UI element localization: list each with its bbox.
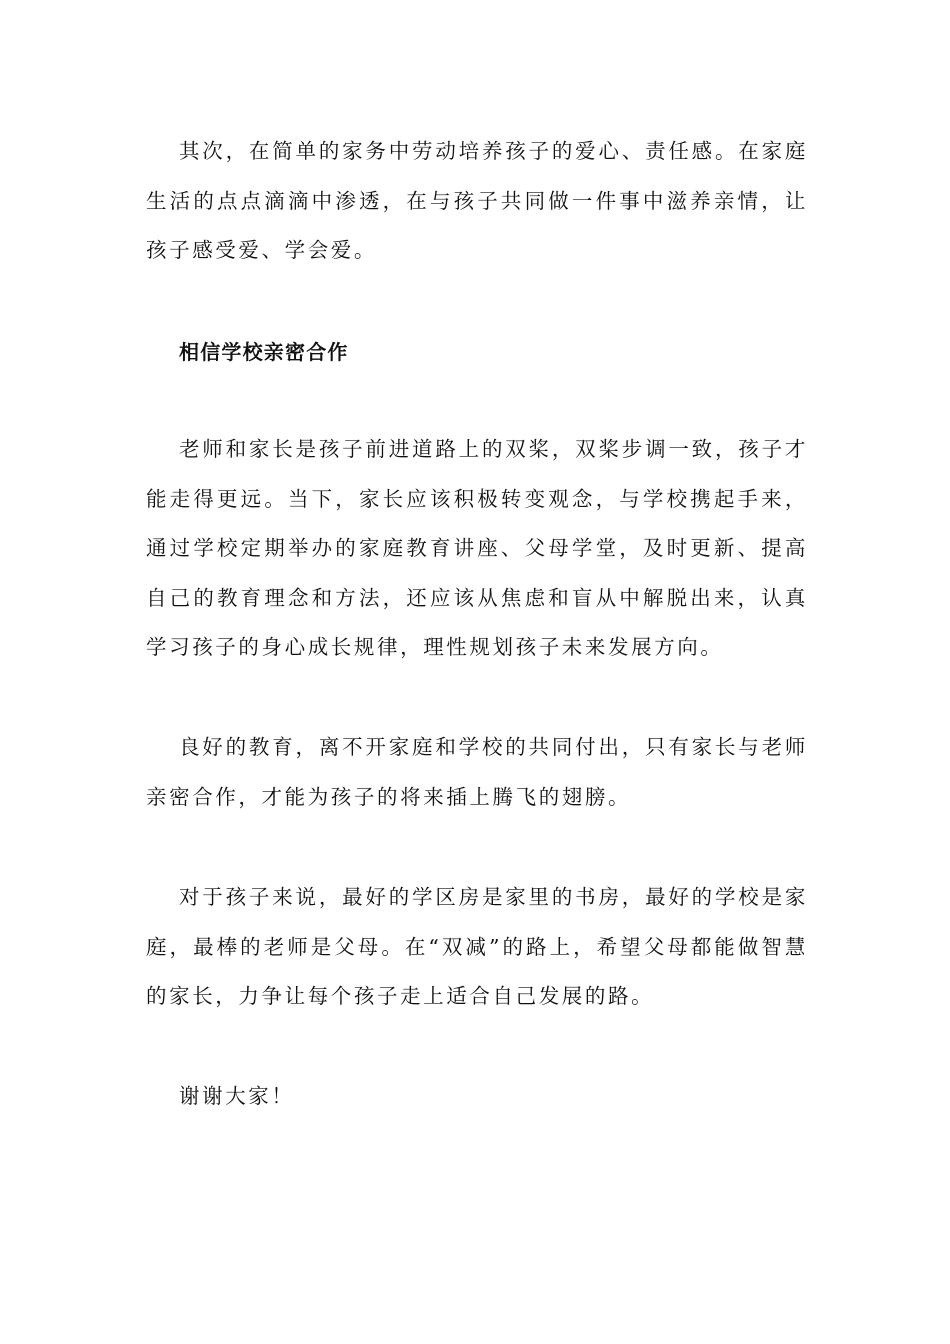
closing-thanks: 谢谢大家！ xyxy=(179,1084,295,1108)
paragraph-chores: 其次，在简单的家务中劳动培养孩子的爱心、责任感。在家庭生活的点点滴滴中渗透，在与孩子共同做一件事中滋养亲情，让孩子感受爱、学会爱。 xyxy=(146,139,808,262)
paragraph-conclusion: 对于孩子来说，最好的学区房是家里的书房，最好的学校是家庭，最棒的老师是父母。在“双减”的路上，希望父母都能做智慧的家长，力争让每个孩子走上适合自己发展的路。 xyxy=(146,885,808,1008)
section-heading: 相信学校亲密合作 xyxy=(179,340,349,364)
paragraph-cooperation: 老师和家长是孩子前进道路上的双桨，双桨步调一致，孩子才能走得更远。当下，家长应该积极转变观念，与学校携起手来，通过学校定期举办的家庭教育讲座、父母学堂，及时更新、提高自己的教育理念和方法，还应该从焦虑和盲从中解脱出来，认真学习孩子的身心成长规律，理性规划孩子未来发展方向。 xyxy=(146,437,808,659)
paragraph-education: 良好的教育，离不开家庭和学校的共同付出，只有家长与老师亲密合作，才能为孩子的将来插上腾飞的翅膀。 xyxy=(146,735,808,809)
